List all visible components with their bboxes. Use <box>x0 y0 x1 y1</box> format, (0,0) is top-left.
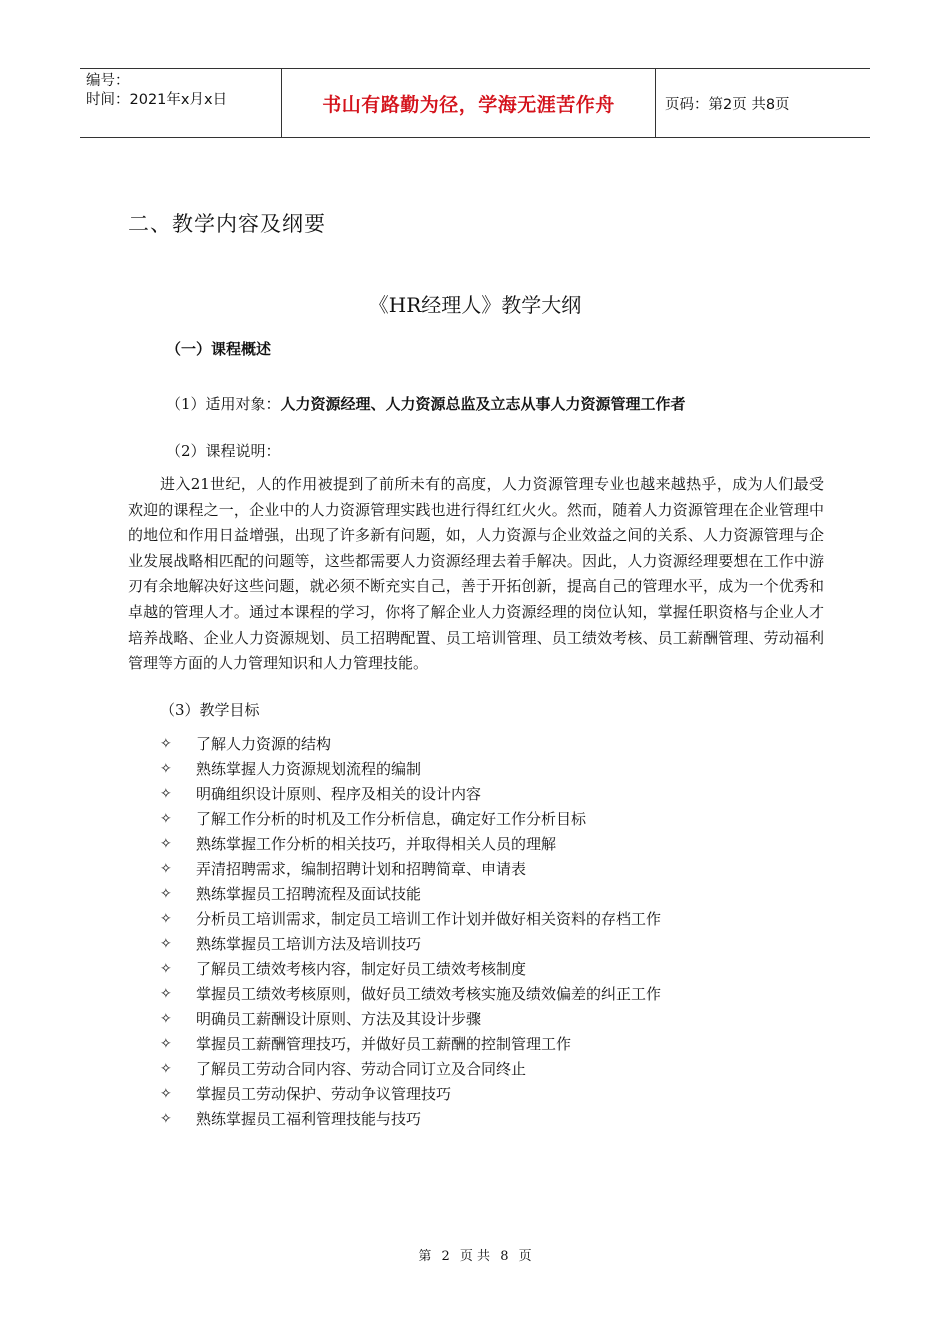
diamond-bullet-icon: ✧ <box>160 911 172 927</box>
header-page-info: 页码：第2页 共8页 <box>665 96 790 113</box>
target-paragraph <box>166 393 686 414</box>
document-header <box>80 68 870 138</box>
goal-item <box>160 1082 661 1107</box>
header-left-cell <box>80 69 282 137</box>
footer-prefix: 第 <box>418 1249 432 1264</box>
diamond-bullet-icon: ✧ <box>160 836 172 852</box>
goal-text: 分析员工培训需求，制定员工培训工作计划并做好相关资料的存档工作 <box>196 910 662 928</box>
goal-text: 熟练掌握工作分析的相关技巧，并取得相关人员的理解 <box>196 835 557 853</box>
goal-text: 熟练掌握员工招聘流程及面试技能 <box>196 885 422 903</box>
goal-text: 掌握员工劳动保护、劳动争议管理技巧 <box>196 1085 452 1103</box>
description-body: 进入21世纪，人的作用被提到了前所未有的高度，人力资源管理专业也越来越热乎，成为人们最受欢迎的课程之一，企业中的人力资源管理实践也进行得红红火火。然而，随着人力资源管理在企业管理中的地位和作用日益增强，出现了许多新有问题，如，人力资源与企业效益之间的关系、人力资源管理与企业发展战略相匹配的问题等，这些都需要人力资源经理去着手解决。因此，人力资源经理要想在工作中游刃有余地解决好这些问题，就必须不断充实自己，善于开拓创新，提高自己的管理水平，成为一个优秀和卓越的管理人才。通过本课程的学习，你将了解企业人力资源经理的岗位认知，掌握任职资格与企业人才培养战略、企业人力资源规划、员工招聘配置、员工培训管理、员工绩效考核、员工薪酬管理、劳动福利管理等方面的人力管理知识和人力管理技能。 <box>128 475 824 673</box>
goal-text: 掌握员工绩效考核原则，做好员工绩效考核实施及绩效偏差的纠正工作 <box>196 985 662 1003</box>
diamond-bullet-icon: ✧ <box>160 861 172 877</box>
footer-page-number: 2 <box>441 1249 450 1264</box>
diamond-bullet-icon: ✧ <box>160 736 172 752</box>
diamond-bullet-icon: ✧ <box>160 811 172 827</box>
diamond-bullet-icon: ✧ <box>160 1061 172 1077</box>
goal-item <box>160 1032 661 1057</box>
goal-text: 弄清招聘需求，编制招聘计划和招聘简章、申请表 <box>196 860 527 878</box>
goal-text: 熟练掌握员工培训方法及培训技巧 <box>196 935 422 953</box>
target-label: （1）适用对象： <box>166 395 281 413</box>
header-motto: 书山有路勤为径，学海无涯苦作舟 <box>282 69 656 137</box>
footer-middle: 页 共 <box>459 1249 491 1264</box>
goal-text: 熟练掌握员工福利管理技能与技巧 <box>196 1110 422 1128</box>
diamond-bullet-icon: ✧ <box>160 1086 172 1102</box>
diamond-bullet-icon: ✧ <box>160 936 172 952</box>
goal-item <box>160 807 661 832</box>
goal-text: 熟练掌握人力资源规划流程的编制 <box>196 760 422 778</box>
goal-item <box>160 732 661 757</box>
goals-list <box>160 732 661 1132</box>
page-footer <box>0 1245 950 1264</box>
goal-text: 了解员工绩效考核内容，制定好员工绩效考核制度 <box>196 960 527 978</box>
description-label: （2）课程说明： <box>166 442 281 460</box>
goal-item <box>160 957 661 982</box>
doc-title: 《HR经理人》教学大纲 <box>368 293 582 317</box>
goal-item <box>160 782 661 807</box>
target-value: 人力资源经理、人力资源总监及立志从事人力资源管理工作者 <box>280 395 686 413</box>
diamond-bullet-icon: ✧ <box>160 886 172 902</box>
goal-item <box>160 1007 661 1032</box>
diamond-bullet-icon: ✧ <box>160 786 172 802</box>
goal-item <box>160 857 661 882</box>
goal-text: 了解工作分析的时机及工作分析信息，确定好工作分析目标 <box>196 810 587 828</box>
diamond-bullet-icon: ✧ <box>160 986 172 1002</box>
diamond-bullet-icon: ✧ <box>160 1111 172 1127</box>
goals-label: （3）教学目标 <box>160 701 260 719</box>
diamond-bullet-icon: ✧ <box>160 1011 172 1027</box>
goal-item <box>160 882 661 907</box>
goal-item <box>160 832 661 857</box>
diamond-bullet-icon: ✧ <box>160 761 172 777</box>
code-label: 编号： <box>86 73 130 89</box>
goal-item <box>160 932 661 957</box>
goal-text: 明确员工薪酬设计原则、方法及其设计步骤 <box>196 1010 482 1028</box>
goal-text: 掌握员工薪酬管理技巧，并做好员工薪酬的控制管理工作 <box>196 1035 572 1053</box>
section-title: 二、教学内容及纲要 <box>128 212 326 236</box>
goal-item <box>160 907 661 932</box>
overview-heading: （一）课程概述 <box>166 340 272 358</box>
goal-item <box>160 757 661 782</box>
diamond-bullet-icon: ✧ <box>160 1036 172 1052</box>
goal-text: 了解人力资源的结构 <box>196 735 332 753</box>
goal-item <box>160 1107 661 1132</box>
goal-item <box>160 982 661 1007</box>
goal-text: 明确组织设计原则、程序及相关的设计内容 <box>196 785 482 803</box>
date-label: 时间：2021年x月x日 <box>86 92 228 108</box>
footer-suffix: 页 <box>518 1249 532 1264</box>
footer-total-pages: 8 <box>500 1249 509 1264</box>
goal-text: 了解员工劳动合同内容、劳动合同订立及合同终止 <box>196 1060 527 1078</box>
goal-item <box>160 1057 661 1082</box>
diamond-bullet-icon: ✧ <box>160 961 172 977</box>
